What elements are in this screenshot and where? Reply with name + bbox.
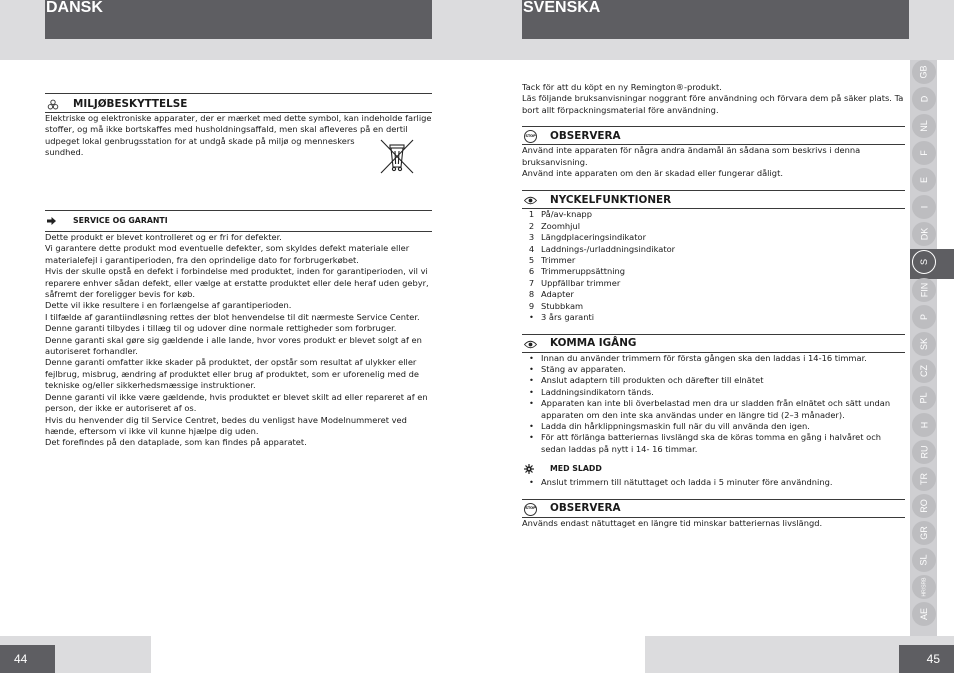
section-start-heading (522, 337, 905, 353)
list-item: 1 På/av-knapp (528, 209, 592, 220)
text-line: bort allt förpackningsmaterial före användning. (522, 104, 719, 115)
left-column (45, 93, 432, 159)
page-title-dansk: DANSK (45, 0, 432, 39)
section-service-title: SERVICE OG GARANTI (73, 216, 168, 226)
tab-sl[interactable]: SL (912, 548, 936, 572)
list-item: 4 Laddnings-/urladdningsindikator (528, 243, 676, 254)
eye-icon (522, 340, 542, 349)
tab-e[interactable]: E (912, 168, 936, 192)
tab-ae[interactable]: AE (912, 602, 936, 626)
tab-dk[interactable]: DK (912, 222, 936, 246)
tab-pl[interactable]: PL (912, 386, 936, 410)
text-line: Denne garanti omfatter ikke skader på produktet, der opstår som resultat af ulykker eller (45, 357, 417, 368)
tab-d[interactable]: D (912, 87, 936, 111)
list-item: 7 Uppfällbar trimmer (528, 277, 621, 288)
page-number-right: 45 (899, 645, 954, 673)
text-line: Vi garantere dette produkt mod eventuelle defekter, som skyldes defekt materiale eller (45, 243, 410, 254)
features-list (522, 209, 905, 323)
list-item: 5 Trimmer (528, 255, 576, 266)
text-line: Hvis der skulle opstå en defekt i forbindelse med produktet, inden for garantiperioden, vil vi (45, 266, 428, 277)
divider (522, 334, 905, 335)
list-item: • Anslut trimmern till nätuttaget och ladda i 5 minuter före användning. (529, 477, 833, 488)
text-line: Dette vil ikke resultere i en forlængelse af garantiperioden. (45, 300, 292, 311)
list-item: • Laddningsindikatorn tänds. (529, 386, 654, 397)
section-observera2-body (522, 518, 905, 529)
list-item: • Ladda din hårklippningsmaskin full när du vill använda den igen. (529, 420, 810, 431)
divider (522, 499, 905, 500)
intro-text (522, 82, 905, 116)
text-line: såfremt der foreligger bevis for køb. (45, 289, 196, 300)
text-line: udpeget lokal genbrugsstation for at undgå skade på miljø og menneskers (45, 135, 355, 146)
text-line: hænde, eftersom vi ikke vil kunne hjælpe dig uden. (45, 425, 259, 436)
list-item: 8 Adapter (528, 289, 574, 300)
list-item: • Apparaten kan inte bli överbelastad men dra ur sladden från elnätet och sätt undan apparaten om den inte ska användas under en längre tid (2–3 månader). (529, 398, 891, 420)
section-env-heading (45, 97, 432, 113)
text-line: materialefejl i garantiperioden, fra den oprindelige dato for forbrugerkøbet. (45, 254, 359, 265)
text-line: tekniske og/eller sikkerhedsmæssige instruktioner. (45, 380, 256, 391)
right-column (522, 82, 905, 529)
text-line: autoriseret forhandler. (45, 346, 138, 357)
text-line: Använd inte apparaten om den är skadad eller fungerar dåligt. (522, 168, 783, 179)
stop-icon: STOP (522, 130, 542, 143)
text-line: Används endast nätuttaget en längre tid minskar batteriernas livslängd. (522, 517, 823, 528)
arrow-right-icon (45, 217, 65, 225)
tab-i[interactable]: I (912, 195, 936, 219)
start-list (522, 353, 905, 456)
text-line: fejlbrug, misbrug, ændring af produktet eller brug af produktet, som er uforenelig med de (45, 368, 419, 379)
tab-sk[interactable]: SK (912, 332, 936, 356)
tab-ro[interactable]: RO (912, 494, 936, 518)
divider (45, 93, 432, 94)
list-item: • Innan du använder trimmern för första gången ska den laddas i 14-16 timmar. (529, 352, 867, 363)
tab-h[interactable]: H (912, 413, 936, 437)
tab-f[interactable]: F (912, 141, 936, 165)
tab-nl[interactable]: NL (912, 114, 936, 138)
crossed-bin-icon (379, 137, 415, 175)
section-observera-body (522, 145, 905, 179)
stop-icon: STOP (522, 503, 542, 516)
section-features-title: NYCKELFUNKTIONER (550, 194, 672, 207)
text-line: Läs följande bruksanvisningar noggrant före användning och förvara dem på säker plats. Ta (522, 93, 904, 104)
text-line: Dette produkt er blevet kontrolleret og er fri for defekter. (45, 232, 282, 242)
text-line: Denne garanti vil ikke være gældende, hvis produktet er blevet skilt ad eller repareret af en (45, 391, 428, 402)
text-line: sundhed. (45, 147, 84, 158)
text-line: person, der ikke er autoriseret af os. (45, 403, 197, 414)
tab-fin[interactable]: FIN (912, 278, 936, 302)
text-line: Denne garanti tilbydes i tillæg til og udover dine normale rettigheder som forbruger. (45, 323, 397, 334)
tab-s-active[interactable]: S (912, 250, 936, 274)
section-service-heading (45, 211, 432, 232)
text-line: I tilfælde af garantiindløsning rettes der blot henvendelse til dit nærmeste Service Center. (45, 311, 420, 322)
text-line: Använd inte apparaten för några andra ändamål än sådana som beskrivs i denna (522, 145, 861, 156)
text-line: bruksanvisning. (522, 156, 588, 167)
tab-ru[interactable]: RU (912, 440, 936, 464)
section-cord-title: MED SLADD (550, 464, 602, 474)
page-number-left: 44 (0, 645, 55, 673)
section-observera-heading (522, 129, 905, 145)
section-features-heading (522, 193, 905, 209)
section-observera2-heading (522, 502, 905, 518)
tab-hr-srb[interactable]: HR/SRB (912, 575, 936, 599)
text-line: Det forefindes på den dataplade, som kan findes på apparatet. (45, 437, 307, 448)
cord-list (522, 477, 905, 488)
list-item: 9 Stubbkam (528, 300, 584, 311)
section-cord-heading (522, 461, 905, 477)
list-item: • För att förlänga batteriernas livslängd ska de köras tomma en gång i halvåret och sedan laddas på nytt i 14- 16 timmar. (529, 432, 882, 454)
text-line: reparere enhver sådan defekt, eller vælge at erstatte produktet eller dele heraf uden gebyr, (45, 277, 429, 288)
text-line: stoffer, og må ikke bortskaffes med husholdningsaffald, men skal afleveres på en dertil (45, 124, 408, 135)
tab-gb[interactable]: GB (912, 60, 936, 84)
tab-cz[interactable]: CZ (912, 359, 936, 383)
section-env-title: MILJØBESKYTTELSE (73, 97, 188, 110)
gear-icon (522, 464, 542, 474)
section-observera2-title: OBSERVERA (550, 502, 621, 515)
list-item: 6 Trimmeruppsättning (528, 266, 626, 277)
section-env-body (45, 113, 432, 159)
text-line: Hvis du henvender dig til Service Centret, bedes du venligst have Modelnummeret ved (45, 414, 407, 425)
page-title-svenska: SVENSKA (522, 0, 909, 39)
eye-icon (522, 196, 542, 205)
list-item: • Stäng av apparaten. (529, 363, 626, 374)
divider (522, 126, 905, 127)
section-service-body (45, 232, 432, 449)
left-service-column (45, 210, 432, 449)
list-item: 3 Längdplaceringsindikator (528, 232, 647, 243)
tab-tr[interactable]: TR (912, 467, 936, 491)
text-line: Tack för att du köpt en ny Remington®-produkt. (522, 82, 722, 92)
text-line: Elektriske og elektroniske apparater, der er mærket med dette symbol, kan indeholde farlige (45, 113, 432, 123)
divider (522, 190, 905, 191)
tab-gr[interactable]: GR (912, 521, 936, 545)
tab-p[interactable]: P (912, 305, 936, 329)
list-item: • Anslut adaptern till produkten och därefter till elnätet (529, 375, 764, 386)
section-start-title: KOMMA IGÅNG (550, 337, 637, 350)
list-item: 2 Zoomhjul (528, 220, 581, 231)
section-observera-title: OBSERVERA (550, 130, 621, 143)
recycle-icon (45, 99, 65, 111)
list-item: • 3 års garanti (529, 312, 595, 323)
text-line: Denne garanti skal gøre sig gældende i alle lande, hvor vores produkt er blevet solgt af en (45, 334, 422, 345)
